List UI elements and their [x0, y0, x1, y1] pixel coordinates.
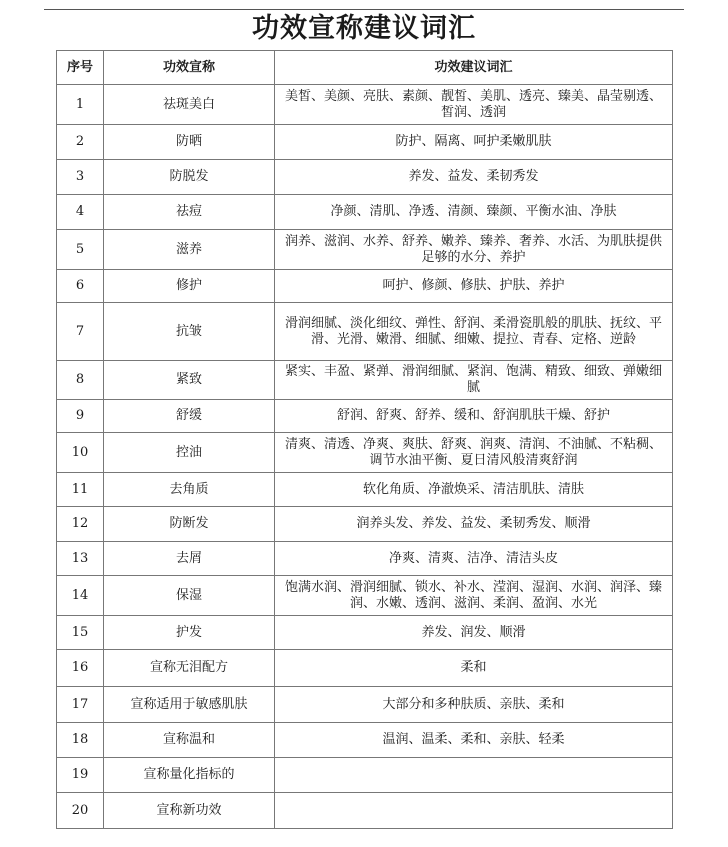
row-claim: 舒缓 [104, 400, 275, 433]
table-row [57, 195, 673, 230]
table-row [57, 230, 673, 270]
row-no: 3 [57, 160, 104, 195]
table-row [57, 687, 673, 723]
row-no: 14 [57, 576, 104, 616]
header-words: 功效建议词汇 [275, 51, 673, 85]
row-words: 防护、隔离、呵护柔嫩肌肤 [275, 125, 673, 160]
row-words [275, 793, 673, 829]
table-row [57, 270, 673, 303]
row-no: 20 [57, 793, 104, 829]
row-words: 净爽、清爽、洁净、清洁头皮 [275, 542, 673, 576]
row-words: 温润、温柔、柔和、亲肤、轻柔 [275, 723, 673, 758]
table-row [57, 400, 673, 433]
row-claim: 宣称新功效 [104, 793, 275, 829]
row-no: 10 [57, 433, 104, 473]
row-no: 13 [57, 542, 104, 576]
header-no: 序号 [57, 51, 104, 85]
row-claim: 滋养 [104, 230, 275, 270]
table-header-row [57, 51, 673, 85]
row-claim: 宣称适用于敏感肌肤 [104, 687, 275, 723]
row-no: 19 [57, 758, 104, 793]
row-claim: 防断发 [104, 507, 275, 542]
row-claim: 抗皱 [104, 303, 275, 361]
row-claim: 宣称温和 [104, 723, 275, 758]
table-row [57, 650, 673, 687]
row-no: 12 [57, 507, 104, 542]
row-no: 18 [57, 723, 104, 758]
row-no: 15 [57, 616, 104, 650]
row-words: 软化角质、净澈焕采、清洁肌肤、清肤 [275, 473, 673, 507]
row-no: 5 [57, 230, 104, 270]
row-words: 润养头发、养发、益发、柔韧秀发、顺滑 [275, 507, 673, 542]
table-row [57, 361, 673, 400]
row-no: 9 [57, 400, 104, 433]
row-words: 紧实、丰盈、紧弹、滑润细腻、紧润、饱满、精致、细致、弹嫩细腻 [275, 361, 673, 400]
row-words: 净颜、清肌、净透、清颜、臻颜、平衡水油、净肤 [275, 195, 673, 230]
row-words: 滑润细腻、淡化细纹、弹性、舒润、柔滑瓷肌般的肌肤、抚纹、平滑、光滑、嫩滑、细腻、细嫩、提拉、青春、定格、逆龄 [275, 303, 673, 361]
row-claim: 祛斑美白 [104, 85, 275, 125]
row-words: 美皙、美颜、亮肤、素颜、靓皙、美肌、透亮、臻美、晶莹剔透、皙润、透润 [275, 85, 673, 125]
row-claim: 祛痘 [104, 195, 275, 230]
table-row [57, 616, 673, 650]
row-words [275, 758, 673, 793]
row-claim: 防脱发 [104, 160, 275, 195]
table-row [57, 473, 673, 507]
table-row [57, 160, 673, 195]
claims-table [56, 50, 673, 829]
row-claim: 宣称量化指标的 [104, 758, 275, 793]
row-words: 大部分和多种肤质、亲肤、柔和 [275, 687, 673, 723]
table-row [57, 723, 673, 758]
row-words: 养发、润发、顺滑 [275, 616, 673, 650]
row-words: 呵护、修颜、修肤、护肤、养护 [275, 270, 673, 303]
row-no: 6 [57, 270, 104, 303]
row-claim: 紧致 [104, 361, 275, 400]
row-claim: 宣称无泪配方 [104, 650, 275, 687]
row-no: 2 [57, 125, 104, 160]
table-row [57, 433, 673, 473]
row-words: 润养、滋润、水养、舒养、嫩养、臻养、奢养、水活、为肌肤提供足够的水分、养护 [275, 230, 673, 270]
row-claim: 修护 [104, 270, 275, 303]
row-words: 舒润、舒爽、舒养、缓和、舒润肌肤干燥、舒护 [275, 400, 673, 433]
table-row [57, 303, 673, 361]
row-claim: 去屑 [104, 542, 275, 576]
table-row [57, 758, 673, 793]
page-title: 功效宣称建议词汇 [252, 13, 476, 44]
table-row [57, 125, 673, 160]
row-no: 16 [57, 650, 104, 687]
row-claim: 保湿 [104, 576, 275, 616]
row-words: 饱满水润、滑润细腻、锁水、补水、滢润、湿润、水润、润泽、臻润、水嫩、透润、滋润、柔润、盈润、水光 [275, 576, 673, 616]
row-words: 养发、益发、柔韧秀发 [275, 160, 673, 195]
row-no: 11 [57, 473, 104, 507]
row-claim: 去角质 [104, 473, 275, 507]
top-rule [44, 9, 684, 10]
table-row [57, 542, 673, 576]
table-row [57, 507, 673, 542]
header-claim: 功效宣称 [104, 51, 275, 85]
row-no: 4 [57, 195, 104, 230]
row-words: 柔和 [275, 650, 673, 687]
row-words: 清爽、清透、净爽、爽肤、舒爽、润爽、清润、不油腻、不粘稠、调节水油平衡、夏日清风般清爽舒润 [275, 433, 673, 473]
row-claim: 护发 [104, 616, 275, 650]
table-row [57, 793, 673, 829]
row-claim: 防晒 [104, 125, 275, 160]
table-row [57, 576, 673, 616]
row-claim: 控油 [104, 433, 275, 473]
row-no: 8 [57, 361, 104, 400]
row-no: 17 [57, 687, 104, 723]
table-row [57, 85, 673, 125]
row-no: 7 [57, 303, 104, 361]
row-no: 1 [57, 85, 104, 125]
